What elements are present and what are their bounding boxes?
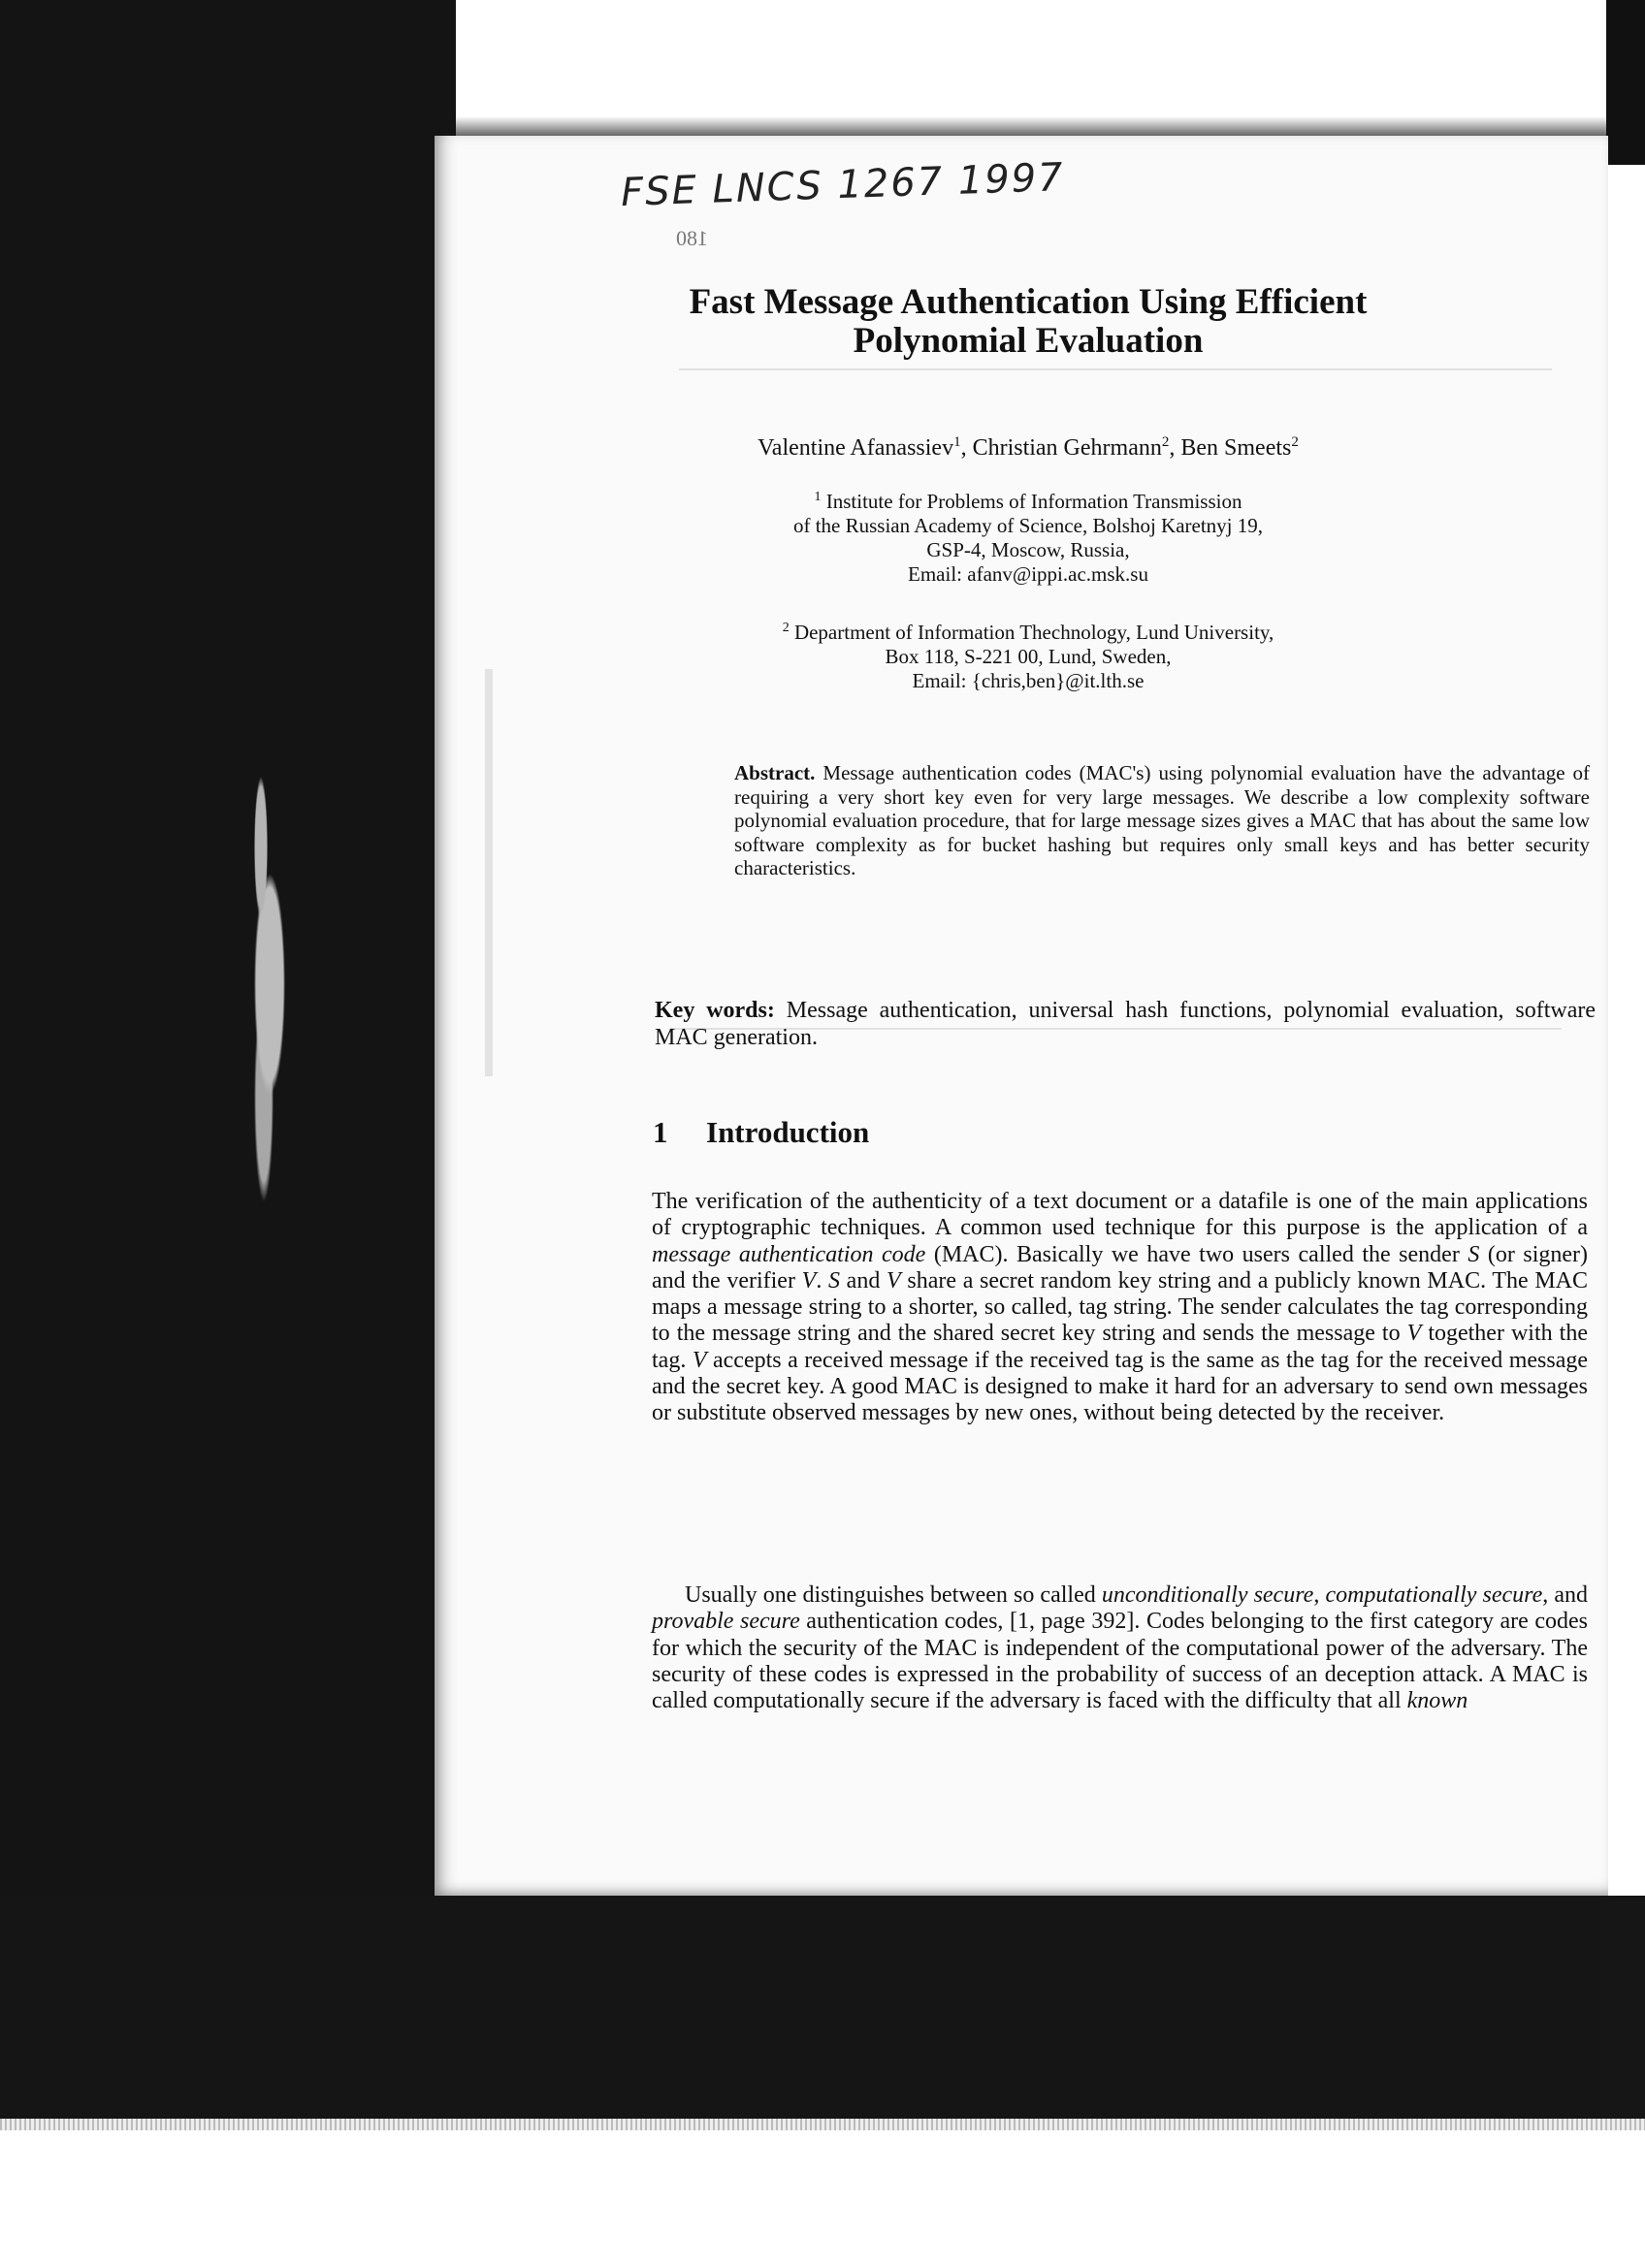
affiliation-email: Email: afanv@ippi.ac.msk.su bbox=[908, 562, 1148, 586]
affiliation-line: Institute for Problems of Information Transmission bbox=[825, 490, 1242, 513]
text-run: , and bbox=[1542, 1582, 1589, 1608]
abstract-text: Message authentication codes (MAC's) using polynomial evaluation have the advantage of requiring a very short key even for very large messages. We describe a low complexity software polynomial evaluation procedure, that for large message sizes gives a MAC that has about the same low software complexity as for bucket hashing but requires only small keys and has better security characteristics. bbox=[734, 761, 1591, 879]
affiliation-1 bbox=[543, 485, 1513, 587]
body-paragraph-2 bbox=[652, 1582, 1588, 1714]
scan-artifact-marks bbox=[238, 756, 296, 1212]
text-run: (MAC). Basically we have two users called the sender bbox=[925, 1241, 1468, 1267]
text-run: accepts a received message if the received tag is the same as the tag for the received message and the secret key. A good MAC is designed to make it hard for an adversary to send own messages or substitute observed messages by new ones, without being detected by the receiver. bbox=[652, 1347, 1588, 1426]
affiliation-mark: 2 bbox=[782, 621, 790, 635]
author-affiliation-mark: 2 bbox=[1291, 434, 1299, 450]
text-run: and bbox=[840, 1267, 887, 1294]
library-stamp-mark bbox=[485, 669, 551, 1076]
emphasis: message authentication code bbox=[652, 1241, 926, 1267]
affiliation-line: Box 118, S-221 00, Lund, Sweden, bbox=[885, 645, 1172, 668]
author-name: Valentine Afanassiev bbox=[758, 435, 954, 461]
abstract bbox=[734, 761, 1590, 880]
affiliation-mark: 1 bbox=[814, 490, 822, 504]
affiliation-line: GSP-4, Moscow, Russia, bbox=[926, 538, 1130, 561]
emphasis: V bbox=[887, 1267, 901, 1294]
body-paragraph-1 bbox=[652, 1189, 1588, 1427]
abstract-label: Abstract. bbox=[734, 761, 816, 784]
affiliation-email: Email: {chris,ben}@it.lth.se bbox=[912, 669, 1145, 692]
scanner-background-left bbox=[0, 0, 456, 2119]
emphasis: V bbox=[1406, 1321, 1422, 1347]
text-run: together with the tag. bbox=[652, 1321, 1588, 1373]
scanner-background-right-top bbox=[1606, 0, 1645, 165]
emphasis: S bbox=[1468, 1241, 1480, 1267]
affiliation-line: of the Russian Academy of Science, Bolshoj Karetnyj 19, bbox=[792, 514, 1264, 537]
keywords bbox=[655, 997, 1596, 1051]
text-run: , bbox=[1313, 1582, 1326, 1608]
scanner-background-right-bottom bbox=[1601, 1901, 1645, 2119]
text-run: share a secret random key string and a publicly known MAC. The MAC maps a message string to a shorter, so called, tag string. The sender calculates the tag corresponding to the message string and the shared secret key string and sends the message to bbox=[652, 1267, 1588, 1347]
emphasis: V bbox=[801, 1267, 817, 1294]
emphasis: V bbox=[692, 1347, 707, 1373]
keywords-text: Message authentication, universal hash functions, polynomial evaluation, software MAC generation. bbox=[655, 998, 1597, 1050]
author-name: Ben Smeets bbox=[1180, 435, 1292, 461]
emphasis: S bbox=[828, 1267, 840, 1294]
text-run: (or signer) and the verifier bbox=[652, 1241, 1588, 1294]
scanner-background-bottom bbox=[0, 1896, 1645, 2119]
section-title: Introduction bbox=[706, 1115, 870, 1149]
bleed-through-line bbox=[679, 368, 1552, 370]
author-list: Valentine Afanassiev$^1$, Christian Gehrmann$^2$, Ben Smeets$^2$ bbox=[758, 434, 1299, 461]
text-run: authentication codes, [1, page 392]. Codes belonging to the first category are codes for which the security of the MAC is independent of the computational power of the adversary. The security of these codes is expressed in the probability of success of an deception attack. A MAC is called computationally secure if the adversary is faced with the difficulty that all bbox=[652, 1609, 1589, 1714]
keywords-label: Key words: bbox=[655, 998, 775, 1023]
text-run: Usually one distinguishes between so called bbox=[685, 1582, 1102, 1608]
page-number: 180 bbox=[676, 226, 708, 250]
emphasis: known bbox=[1406, 1688, 1468, 1714]
affiliation-2 bbox=[543, 616, 1513, 693]
emphasis: computationally secure bbox=[1325, 1582, 1543, 1608]
title-line-2: Polynomial Evaluation bbox=[853, 321, 1204, 361]
paper-title bbox=[543, 283, 1513, 361]
section-heading bbox=[653, 1115, 869, 1150]
section-number: 1 bbox=[653, 1115, 668, 1149]
scanner-edge-strip bbox=[0, 2119, 1645, 2130]
emphasis: unconditionally secure bbox=[1101, 1582, 1314, 1608]
emphasis: provable secure bbox=[652, 1609, 800, 1635]
text-run: The verification of the authenticity of a text document or a datafile is one of the main applications of cryptographic techniques. A common used technique for this purpose is the application of a bbox=[652, 1189, 1588, 1241]
affiliation-line: Department of Information Thechnology, Lund University, bbox=[793, 621, 1274, 644]
handwritten-note: FSE LNCS 1267 1997 bbox=[620, 155, 1066, 215]
author-name: Christian Gehrmann bbox=[972, 435, 1162, 461]
title-line-1: Fast Message Authentication Using Efficient bbox=[689, 282, 1368, 322]
author-affiliation-mark: 1 bbox=[953, 434, 961, 450]
author-affiliation-mark: 2 bbox=[1161, 434, 1170, 450]
text-run: . bbox=[816, 1267, 828, 1294]
